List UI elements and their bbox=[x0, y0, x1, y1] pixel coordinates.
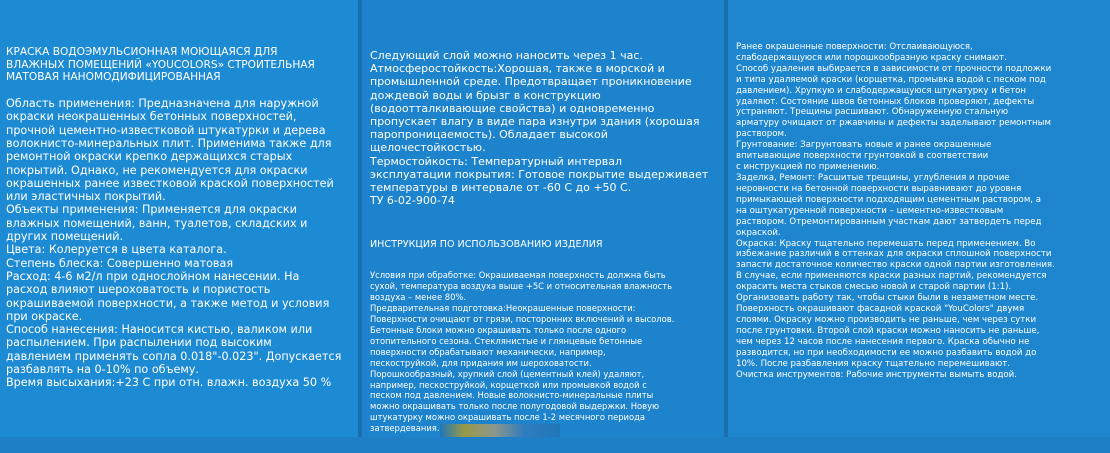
properties-text: Следующий слой можно наносить через 1 час. Атмосферостойкость:Хорошая, также в морской и промышленной среде. Предотвращает проникновение дождевой воды и брызг в конструкцию (водоотталкивающие свойства) и одновременно пропускает влагу в виде пара изнутри здания (хорошая паропроницаемость). Обладает высокой щелочестойкостью. Термостойкость: Температурный интервал эксплуатации покрытия: Готовое покрытие выдерживает температуры в интервале от -60 С до +50 С. ТУ 6-02-900-74 bbox=[370, 49, 709, 208]
application-text: Ранее окрашенные поверхности: Отслаивающуюся, слабодержащуюся или порошкообразную краску снимают. Способ удаления выбирается в зависимости от прочности подложки и типа удаляемой краски (корщетка, промывка водой с песком под давлением). Хрупкую и слабодержащуюся штукатурку и бетон удаляют. Состояние швов бетонных блоков проверяют, дефекты устраняют. Трещины расшивают. Обнаруженную стальную арматуру очищают от ржавчины и дефекты заделывают ремонтным раствором. Грунтование: Загрунтовать новые и ранее окрашенные впитывающие поверхности грунтовкой в соответствии с инструкцией по применению. Заделка, Ремонт: Расшитые трещины, углубления и прочие неровности на бетонной поверхности выравнивают до уровня примыкающей поверхности подходящим цементным раствором, а на оштукатуренной поверхности – цементно-известковым раствором. Отремонтированным участкам дают затвердеть перед окраской. Окраска: Краску тщательно перемешать перед применением. Во избежание различий в оттенках для окраски сплошной поверхности запасти достаточное количество краски одной партии изготовления. В случае, если применяются краски разных партий, рекомендуется окрасить места стыков смесью новой и старой партии (1:1). Организовать работу так, чтобы стыки были в незаметном месте. Поверхность окрашивают фасадной краской "YouColors" двумя слоями. Окраску можно производить не раньше, чем через сутки после грунтовки. Второй слой краски можно наносить не раньше, чем через 12 часов после нанесения первого. Краска обычно не разводится, но при необходимости ее можно разбавить водой до 10%. После разбавления краску тщательно перемешивают. Очистка инструментов: Рабочие инструменты вымыть водой. bbox=[736, 41, 1055, 380]
instructions-heading: ИНСТРУКЦИЯ ПО ИСПОЛЬЗОВАНИЮ ИЗДЕЛИЯ bbox=[370, 239, 603, 251]
column-right bbox=[736, 31, 1106, 391]
product-title: КРАСКА ВОДОЭМУЛЬСИОННАЯ МОЮЩАЯСЯ ДЛЯ ВЛАЖНЫХ ПОМЕЩЕНИЙ «YOUCOLORS» СТРОИТЕЛЬНАЯ МАТОВАЯ НАНОМОДИФИЦИРОВАННАЯ bbox=[6, 46, 315, 84]
column-left bbox=[6, 33, 356, 403]
instructions-text: Условия при обработке: Окрашиваемая поверхность должна быть сухой, температура воздуха выше +5С и относительная влажность воздуха – менее 80%. Предварительная подготовка:Неокрашенные поверхности: Поверхности очищают от грязи, посторонних включений и высолов. Бетонные блоки можно окрашивать только после одного отопительного сезона. Стеклянистые и глянцевые бетонные поверхности обрабатывают механически, например, пескоструйкой, для придания им шероховатости. Порошкообразный, хрупкий слой (цементный клей) удаляют, например, пескоструйкой, корщеткой или промывкой водой с песком под давлением. Новые волокнисто-минеральные плиты можно окрашивать только после полугодовой выдержки. Новую штукатурку можно окрашивать после 1-2 месячного периода затвердевания. bbox=[370, 270, 675, 434]
product-description: Область применения: Предназначена для наружной окраски неокрашенных бетонных поверхностей, прочной цементно-известковой штукатурки и дерева волокнисто-минеральных плит. Применима также для ремонтной окраски крепко держащихся старых покрытий. Однако, не рекомендуется для окраски окрашенных ранее известковой краской поверхностей или эластичных покрытий. Объекты применения: Применяется для окраски влажных помещений, ванн, туалетов, складских и других помещений. Цвета: Колеруется в цвета каталога. Степень блеска: Совершенно матовая Расход: 4-6 м2/л при однослойном нанесении. На расход влияют шероховатость и пористость окрашиваемой поверхности, а также метод и условия при окраске. Способ нанесения: Наносится кистью, валиком или распылением. При распылении под высоким давлением применять сопла 0.018"-0.023". Допускается разбавлять на 0-10% по объему. Время высыхания:+23 С при отн. влажн. воздуха 50 % bbox=[6, 97, 342, 390]
column-middle bbox=[370, 30, 718, 453]
